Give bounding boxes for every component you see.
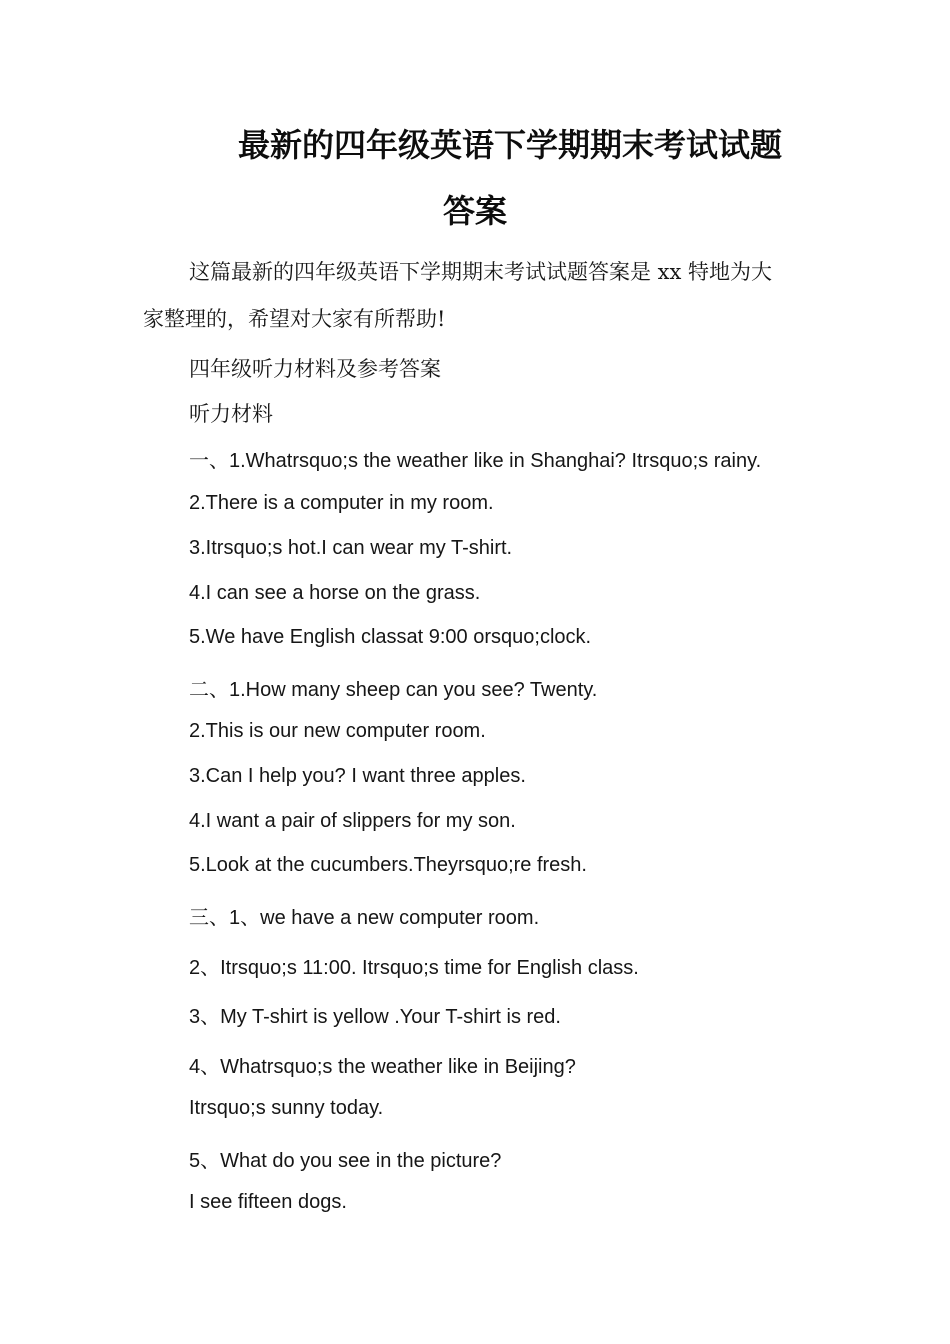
list-item: 2、Itrsquo;s 11:00. Itrsquo;s time for English class.	[189, 957, 639, 979]
list-item: 三、1、we have a new computer room.	[189, 907, 540, 929]
intro-paragraph-line-2: 家整理的，希望对大家有所帮助!	[143, 307, 446, 331]
list-item: 5.Look at the cucumbers.Theyrsquo;re fresh.	[189, 854, 587, 876]
document-title-line-1: 最新的四年级英语下学期期末考试试题	[237, 126, 782, 164]
list-item: 3.Can I help you? I want three apples.	[189, 765, 526, 787]
list-item: 4.I can see a horse on the grass.	[189, 582, 481, 604]
list-item: 2.There is a computer in my room.	[189, 492, 494, 514]
list-item: Itrsquo;s sunny today.	[189, 1097, 384, 1119]
list-item: 3.Itrsquo;s hot.I can wear my T-shirt.	[189, 537, 513, 559]
section-heading: 四年级听力材料及参考答案	[189, 357, 441, 381]
document-title-line-2: 答案	[442, 192, 507, 230]
list-item: 5、What do you see in the picture?	[189, 1150, 502, 1172]
list-item: 一、1.Whatrsquo;s the weather like in Shanghai? Itrsquo;s rainy.	[189, 450, 762, 472]
intro-paragraph-line-1: 这篇最新的四年级英语下学期期末考试试题答案是 xx 特地为大	[189, 260, 773, 284]
list-item: 3、My T-shirt is yellow .Your T-shirt is red.	[189, 1006, 561, 1028]
list-item: 4、Whatrsquo;s the weather like in Beijing?	[189, 1056, 576, 1078]
subheading: 听力材料	[189, 402, 273, 426]
list-item: I see fifteen dogs.	[189, 1191, 347, 1213]
list-item: 二、1.How many sheep can you see? Twenty.	[189, 679, 598, 701]
list-item: 4.I want a pair of slippers for my son.	[189, 810, 516, 832]
list-item: 5.We have English classat 9:00 orsquo;clock.	[189, 626, 592, 648]
list-item: 2.This is our new computer room.	[189, 720, 486, 742]
